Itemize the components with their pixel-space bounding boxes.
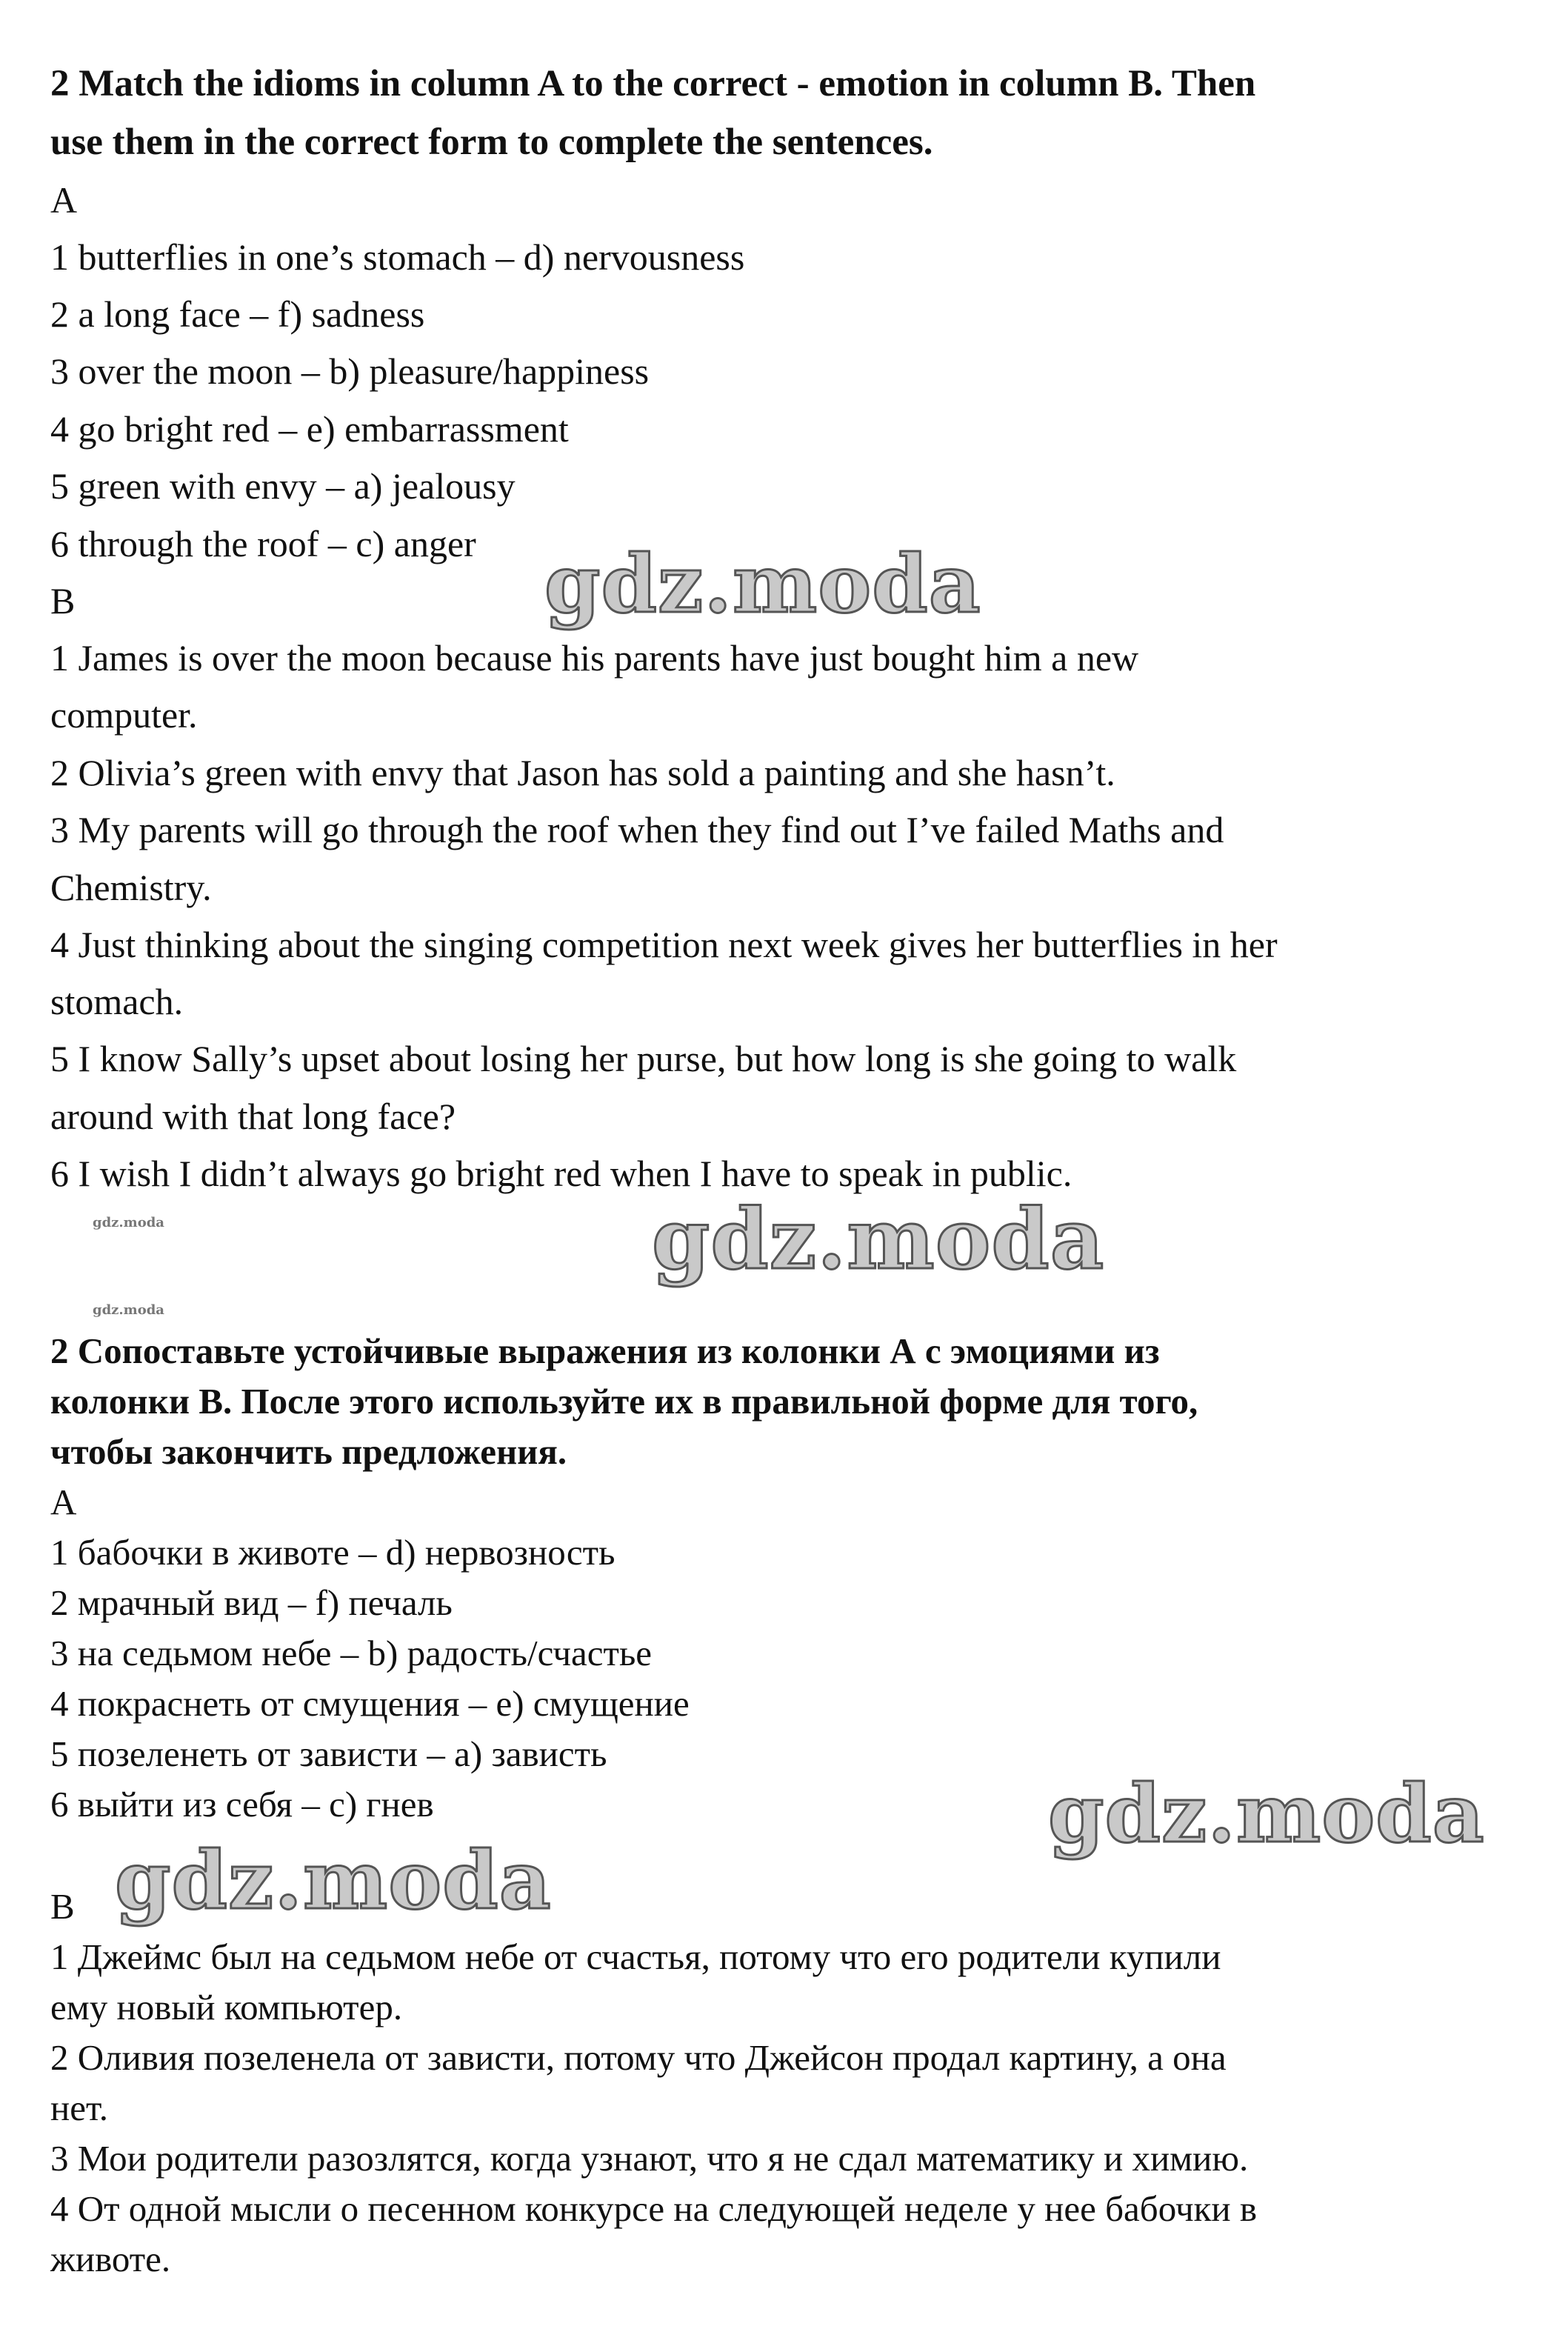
english-column-b-line: computer. (50, 694, 198, 736)
english-column-b-line: 6 I wish I didn’t always go bright red when I have to speak in public. (50, 1153, 1072, 1194)
russian-column-b-line: 4 От одной мысли о песенном конкурсе на следующей неделе у нее бабочки в (50, 2188, 1258, 2229)
russian-column-a-item: 6 выйти из себя – c) гнев (50, 1784, 434, 1825)
english-column-b-line: 2 Olivia’s green with envy that Jason has sold a painting and she hasn’t. (50, 752, 1115, 793)
russian-column-b-line: 3 Мои родители разозлятся, когда узнают, что я не сдал математику и химию. (50, 2138, 1249, 2179)
english-column-b-line: stomach. (50, 981, 184, 1022)
gdz-moda-watermark: gdz.moda (652, 1191, 1105, 1288)
english-column-a-item: 2 a long face – f) sadness (50, 293, 425, 335)
english-column-a-item: 1 butterflies in one’s stomach – d) nervousness (50, 236, 745, 278)
russian-column-b-line: животе. (50, 2239, 171, 2279)
russian-column-b-label: В (50, 1886, 75, 1927)
russian-column-b-line: 1 Джеймс был на седьмом небе от счастья, потому что его родители купили (50, 1936, 1221, 1977)
russian-heading-line-3: чтобы закончить предложения. (50, 1431, 567, 1472)
russian-column-b-line: ему новый компьютер. (50, 1987, 403, 2028)
english-column-b-line: around with that long face? (50, 1096, 456, 1137)
russian-column-a-label: А (50, 1482, 77, 1522)
english-column-b-line: 1 James is over the moon because his parents have just bought him a new (50, 637, 1139, 679)
english-column-a-item: 6 through the roof – c) anger (50, 523, 476, 564)
russian-heading-line-2: колонки В. После этого используйте их в правильной форме для того, (50, 1381, 1198, 1422)
russian-column-a-item: 2 мрачный вид – f) печаль (50, 1582, 453, 1623)
english-column-a-label: A (50, 179, 78, 221)
english-heading-line-2: use them in the correct form to complete the sentences. (50, 121, 933, 163)
russian-heading-line-1: 2 Сопоставьте устойчивые выражения из колонки А с эмоциями из (50, 1330, 1160, 1371)
russian-column-a-item: 1 бабочки в животе – d) нервозность (50, 1532, 615, 1573)
russian-column-a-item: 3 на седьмом небе – b) радость/счастье (50, 1633, 653, 1673)
english-column-b-line: 4 Just thinking about the singing competition next week gives her butterflies in her (50, 924, 1278, 965)
gdz-moda-small-watermark: gdz.moda (93, 1215, 164, 1230)
gdz-moda-watermark: gdz.moda (115, 1834, 552, 1927)
russian-column-b-line: нет. (50, 2088, 108, 2128)
english-column-a-item: 4 go bright red – e) embarrassment (50, 408, 569, 450)
english-column-b-label: B (50, 580, 76, 622)
russian-column-b-line: 2 Оливия позеленела от зависти, потому что Джейсон продал картину, а она (50, 2037, 1227, 2078)
english-heading-line-1: 2 Match the idioms in column A to the correct - emotion in column B. Then (50, 63, 1256, 104)
english-column-b-line: 3 My parents will go through the roof when they find out I’ve failed Maths and (50, 809, 1224, 850)
gdz-moda-watermark: gdz.moda (544, 538, 981, 631)
english-column-a-item: 5 green with envy – a) jealousy (50, 465, 516, 507)
russian-column-a-item: 4 покраснеть от смущения – e) смущение (50, 1683, 690, 1724)
english-column-b-line: 5 I know Sally’s upset about losing her purse, but how long is she going to walk (50, 1038, 1237, 1079)
gdz-moda-watermark: gdz.moda (1048, 1767, 1485, 1861)
english-column-b-line: Chemistry. (50, 867, 212, 908)
russian-column-a-item: 5 позеленеть от зависти – a) зависть (50, 1733, 607, 1774)
gdz-moda-small-watermark: gdz.moda (93, 1302, 164, 1318)
english-column-a-item: 3 over the moon – b) pleasure/happiness (50, 350, 650, 392)
